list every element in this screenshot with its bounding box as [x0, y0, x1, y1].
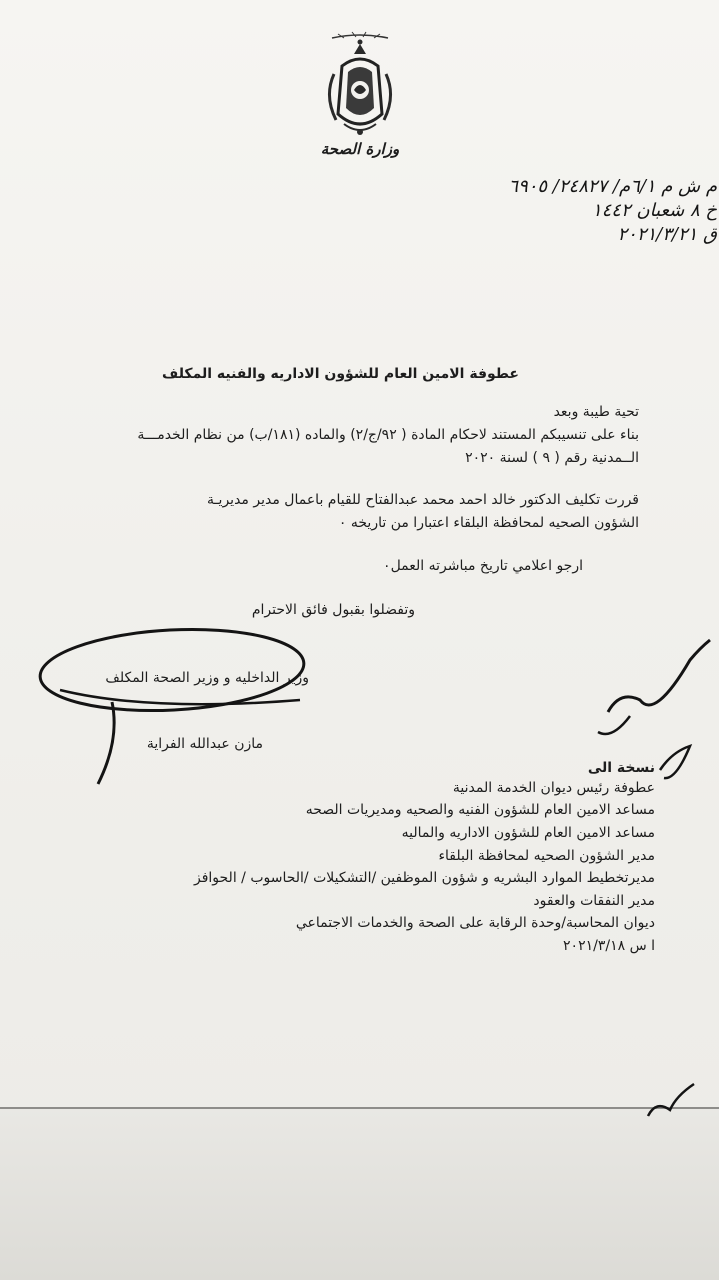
- desk-shadow: [0, 1108, 719, 1280]
- copy-recipient: عطوفة رئيس ديوان الخدمة المدنية: [452, 780, 655, 796]
- copy-recipient: مساعد الامين العام للشؤون الاداريه والماليه: [401, 825, 655, 841]
- body-line: ارجو اعلامي تاريخ مباشرته العمل٠: [383, 558, 583, 574]
- body-line: الشؤون الصحيه لمحافظة البلقاء اعتبارا من تاريخه ٠: [338, 515, 639, 531]
- hijri-date: خ ٨ شعبان ١٤٤٢: [591, 200, 717, 221]
- greeting-line: تحية طيبة وبعد: [553, 404, 639, 420]
- gregorian-date: ق ٢٠٢١/٣/٢١: [617, 224, 717, 245]
- signatory-name: مازن عبدالله الفراية: [146, 736, 263, 752]
- copy-recipient: مدير الشؤون الصحيه لمحافظة البلقاء: [438, 848, 655, 864]
- issue-date: ٢٠٢١/٣/١٨: [563, 938, 626, 954]
- page-edge-line: [0, 1107, 719, 1109]
- copies-heading: نسخة الى: [587, 760, 655, 776]
- addressee-line: عطوفة الامين العام للشؤون الاداريه والفنيه المكلف: [162, 366, 519, 382]
- body-line: بناء على تنسيبكم المستند لاحكام المادة ( ٩٢/ج/٢) والماده (١٨١/ب) من نظام الخدمـــة: [137, 427, 639, 443]
- copy-recipient: مديرتخطيط الموارد البشريه و شؤون الموظفين /التشكيلات /الحاسوب / الحوافز: [193, 870, 655, 886]
- copy-recipient: ديوان المحاسبة/وحدة الرقابة على الصحة والخدمات الاجتماعي: [295, 915, 655, 931]
- ministry-name: وزارة الصحة: [320, 140, 400, 158]
- body-line: قررت تكليف الدكتور خالد احمد محمد عبدالفتاح للقيام باعمال مدير مديريـة: [206, 492, 639, 508]
- copy-recipient: مساعد الامين العام للشؤون الفنيه والصحيه ومديريات الصحه: [305, 802, 655, 818]
- reference-number: م ش م ٦/١م/ ٢٤٨٢٧/ ٦٩٠٥: [508, 176, 717, 197]
- closing-line: وتفضلوا بقبول فائق الاحترام: [251, 602, 415, 618]
- signatory-title: وزير الداخليه و وزير الصحة المكلف: [105, 670, 309, 686]
- copy-recipient: مدير النفقات والعقود: [533, 893, 655, 909]
- initials-line: [563, 938, 655, 954]
- reference-block: [417, 176, 717, 248]
- initials: ا س: [629, 938, 655, 954]
- body-line: الــمدنية رقم ( ٩ ) لسنة ٢٠٢٠: [465, 450, 639, 466]
